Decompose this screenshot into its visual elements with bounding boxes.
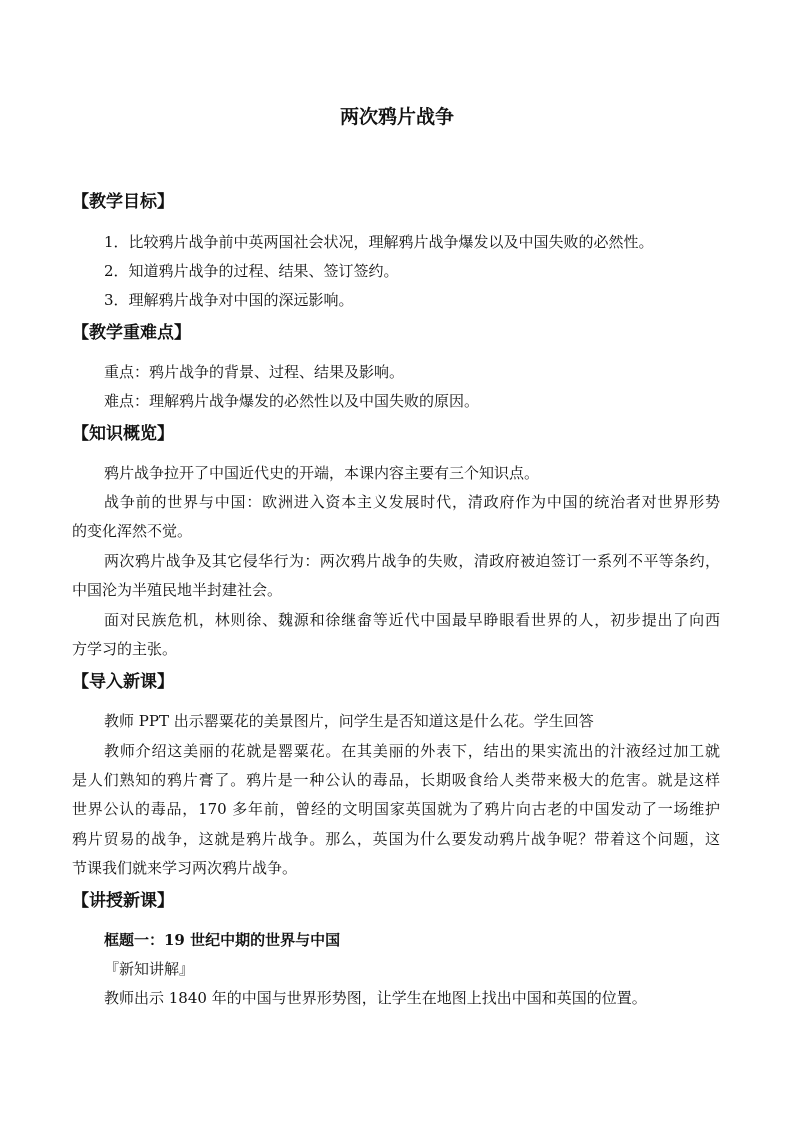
intro-heading: 【导入新课】 xyxy=(72,672,174,692)
new-lesson-line: 教师出示 1840 年的中国与世界形势图，让学生在地图上找出中国和英国的位置。 xyxy=(104,989,647,1007)
objective-item-2: 2．知道鸦片战争的过程、结果、签订签约。 xyxy=(104,262,399,280)
objective-item-1: 1．比较鸦片战争前中英两国社会状况，理解鸦片战争爆发以及中国失败的必然性。 xyxy=(104,233,654,251)
new-lesson-heading: 【讲授新课】 xyxy=(72,891,174,911)
overview-line: 面对民族危机，林则徐、魏源和徐继畲等近代中国最早睁眼看世界的人，初步提出了向西 xyxy=(104,611,720,629)
objectives-heading: 【教学目标】 xyxy=(72,192,174,212)
overview-heading: 【知识概览】 xyxy=(72,424,174,444)
intro-line: 教师 PPT 出示罂粟花的美景图片，问学生是否知道这是什么花。学生回答 xyxy=(104,712,594,730)
key-point-difficulty: 难点：理解鸦片战争爆发的必然性以及中国失败的原因。 xyxy=(104,392,480,410)
overview-line: 两次鸦片战争及其它侵华行为：两次鸦片战争的失败，清政府被迫签订一系列不平等条约， xyxy=(104,552,720,570)
intro-line: 节课我们就来学习两次鸦片战争。 xyxy=(72,859,298,877)
overview-line: 鸦片战争拉开了中国近代史的开端，本课内容主要有三个知识点。 xyxy=(104,464,540,482)
document-title: 两次鸦片战争 xyxy=(339,106,454,128)
intro-line: 是人们熟知的鸦片膏了。鸦片是一种公认的毒品，长期吸食给人类带来极大的危害。就是这样 xyxy=(72,771,720,789)
intro-line: 世界公认的毒品，170 多年前，曾经的文明国家英国就为了鸦片向古老的中国发动了一场维护 xyxy=(72,800,720,818)
topic-subheading: 框题一：19 世纪中期的世界与中国 xyxy=(104,931,341,949)
objective-item-3: 3．理解鸦片战争对中国的深远影响。 xyxy=(104,291,354,309)
key-points-heading: 【教学重难点】 xyxy=(72,323,191,343)
overview-line: 战争前的世界与中国：欧洲进入资本主义发展时代，清政府作为中国的统治者对世界形势 xyxy=(104,493,720,511)
overview-line: 中国沦为半殖民地半封建社会。 xyxy=(72,581,283,599)
key-point-focus: 重点：鸦片战争的背景、过程、结果及影响。 xyxy=(104,363,405,381)
overview-line: 的变化浑然不觉。 xyxy=(72,522,193,540)
intro-line: 鸦片贸易的战争，这就是鸦片战争。那么，英国为什么要发动鸦片战争呢？带着这个问题，这 xyxy=(72,830,720,848)
new-knowledge-tag: 『新知讲解』 xyxy=(104,960,195,978)
overview-line: 方学习的主张。 xyxy=(72,640,178,658)
intro-line: 教师介绍这美丽的花就是罂粟花。在其美丽的外表下，结出的果实流出的汁液经过加工就 xyxy=(104,742,720,760)
